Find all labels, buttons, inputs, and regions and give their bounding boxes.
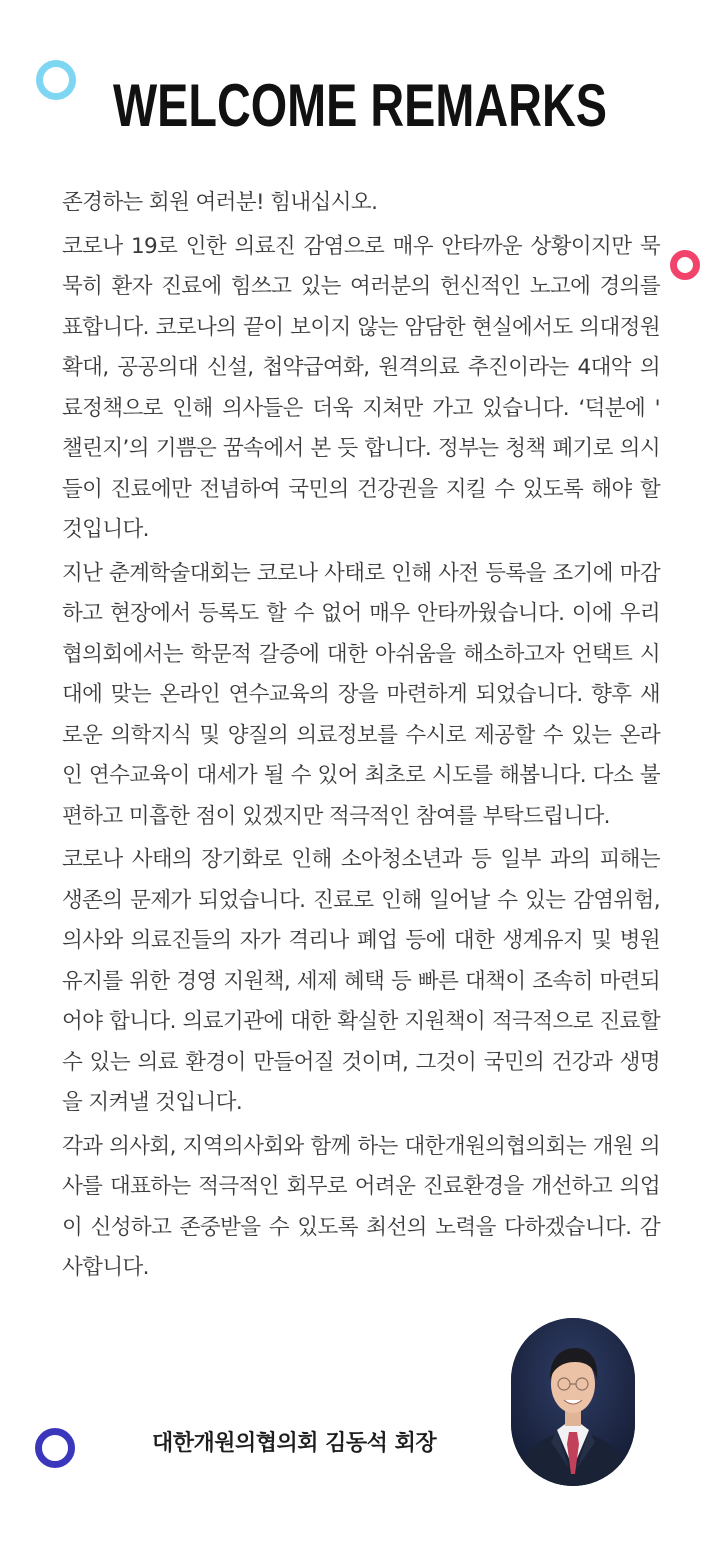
decorative-ring-pink (670, 250, 700, 280)
president-portrait (511, 1318, 635, 1486)
portrait-illustration (511, 1318, 635, 1486)
decorative-ring-blue (35, 1428, 75, 1468)
signature: 대한개원의협의회 김동석 회장 (152, 1431, 437, 1456)
paragraph-online-education: 지난 춘계학술대회는 코로나 사태로 인해 사전 등록을 조기에 마감하고 현장에서 등록도 할 수 없어 매우 안타까웠습니다. 이에 우리 협의회에서는 학문적 갈증에 대한 아쉬움을 해소하고자 언택트 시대에 맞는 온라인 연수교육의 장을 마련하게 되었습니다. 향후 새로운 의학지식 및 양질의 의료정보를 수시로 제공할 수 있는 온라인 연수교육이 대세가 될 수 있어 최초로 시도를 해봅니다. 다소 불편하고 미흡한 점이 있겠지만 적극적인 참여를 부탁드립니다. (62, 560, 660, 829)
paragraph-greeting: 존경하는 회원 여러분! 힘내십시오. (62, 190, 378, 215)
paragraph-support: 코로나 사태의 장기화로 인해 소아청소년과 등 일부 과의 피해는 생존의 문제가 되었습니다. 진료로 인해 일어날 수 있는 감염위험, 의사와 의료진들의 자가 격리나 폐업 등에 대한 생계유지 및 병원 유지를 위한 경영 지원책, 세제 혜택 등 빠른 대책이 조속히 마련되어야 합니다. 의료기관에 대한 확실한 지원책이 적극적으로 진료할 수 있는 의료 환경이 만들어질 것이며, 그것이 국민의 건강과 생명을 지켜낼 것입니다. (62, 847, 660, 1115)
decorative-ring-cyan (36, 60, 76, 100)
remarks-body (62, 183, 660, 1289)
page-title: WELCOME REMARKS (113, 72, 607, 139)
paragraph-closing: 각과 의사회, 지역의사회와 함께 하는 대한개원의협의회는 개원 의사를 대표하는 적극적인 회무로 어려운 진료환경을 개선하고 의업이 신성하고 존중받을 수 있도록 최선의 노력을 다하겠습니다. 감사합니다. (62, 1133, 660, 1280)
paragraph-policy: 코로나 19로 인한 의료진 감염으로 매우 안타까운 상황이지만 묵묵히 환자 진료에 힘쓰고 있는 여러분의 헌신적인 노고에 경의를 표합니다. 코로나의 끝이 보이지 않는 암담한 현실에서도 의대정원 확대, 공공의대 신설, 첩약급여화, 원격의료 추진이라는 4대악 의료정책으로 인해 의사들은 더욱 지쳐만 가고 있습니다. ‘덕분에 ' 챌린지’의 기쁨은 꿈속에서 본 듯 합니다. 정부는 청책 폐기로 의시들이 진료에만 전념하여 국민의 건강권을 지킬 수 있도록 해야 할 것입니다. (62, 233, 660, 542)
